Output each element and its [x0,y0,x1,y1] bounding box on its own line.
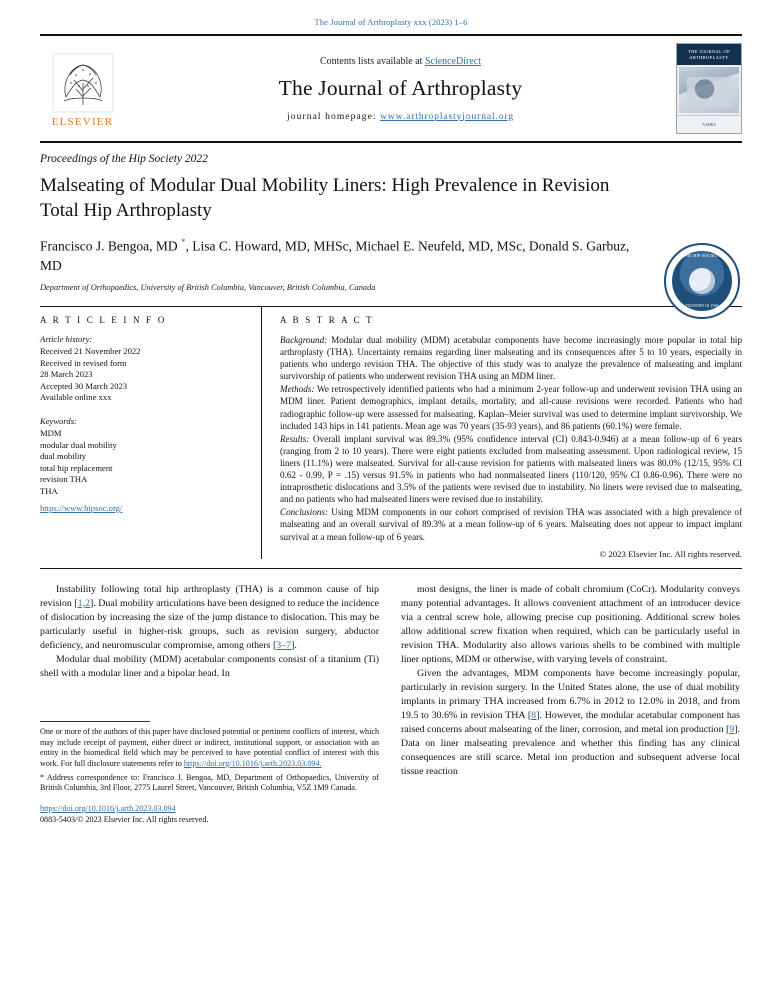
body-paragraph: Instability following total hip arthroplasty (THA) is a common cause of hip revision [1,2]. Dual mobility articulations have been designed to reduce the incidence of dislocation by increasing the size of the jump distance to dislocation. This may be particularly useful in higher-risk groups, such as revision surgery, abductor deficiency, and neuromuscular compromise, among others [3–7]. [40,583,379,651]
abstract-results-label: Results: [280,433,310,444]
keyword-5: THA [40,485,58,496]
article-history-label: Article history: [40,334,93,344]
article-history-0: Received 21 November 2022 [40,346,141,356]
keywords-label: Keywords: [40,415,77,426]
journal-homepage [287,112,514,122]
cover-title: THE JOURNAL OF ARTHROPLASTY [677,44,741,65]
disclosure-text: One or more of the authors of this paper have disclosed potential or pertinent conflicts of interest, which may include receipt of payment, either direct or indirect, institutional support, or association with an entity in the biomedical field which may be perceived to have potential conflict of interest with this work. For full disclosure statements refer to [40,727,379,769]
abstract-column [261,307,742,559]
info-abstract-block [40,307,742,569]
citation-link-2[interactable]: 3–7 [276,639,292,651]
article-doi-link[interactable]: https://doi.org/10.1016/j.arth.2023.03.094 [40,804,176,814]
abstract-conclusions-label: Conclusions: [280,507,328,518]
hip-society-top-text: THE HIP SOCIETY [683,253,721,258]
article-info-column [40,307,261,559]
abstract-heading: A B S T R A C T [280,315,374,325]
hip-society-bottom-text: FOUNDED IN 1968 [685,304,719,308]
journal-masthead [40,36,742,143]
article-history-4: Available online xxx [40,392,112,403]
abstract-results [280,433,742,506]
article-history-3: Accepted 30 March 2023 [40,380,128,391]
journal-title: The Journal of Arthroplasty [278,75,523,100]
issn-copyright: 0883-5403/© 2023 Elsevier Inc. All rights reserved. [40,814,209,824]
disclosure-doi-link[interactable]: https://doi.org/10.1016/j.arth.2023.03.094. [183,759,322,769]
author-list: Francisco J. Bengoa, MD *, Lisa C. Howard, MD, MHSc, Michael E. Neufeld, MD, MSc, Donald S. Garbuz, MD [40,237,630,274]
elsevier-wordmark: ELSEVIER [51,116,114,128]
citation-link-8[interactable]: 8 [531,710,537,722]
elsevier-tree-icon [52,53,114,113]
cover-footer: AAHKS [677,115,741,133]
corresponding-marker: * [180,237,186,248]
citation-link-9[interactable]: 9 [729,724,735,736]
abstract-methods-text: We retrospectively identified patients who had a minimum 2-year follow-up and underwent revision THA using an MDM liner. Patient demographics, implant details, mortality, and all-cause revisions were recorded. Patients who had radiographic follow-up were assessed for malseating. Kaplan–Meier survival was used to determine implant survivorship. We included 143 hips in 141 patients. Mean age was 70 years (35-93 years), and 86 patients (60.1%) were female. [280,384,742,431]
abstract-background-label: Background: [280,335,328,345]
copyright-line: © 2023 Elsevier Inc. All rights reserved. [599,548,742,559]
abstract-background [280,334,742,382]
contents-line [320,56,481,67]
footnote-rule [40,721,150,722]
body-paragraph: Given the advantages, MDM components have become increasingly popular, particularly in revision surgery. In the United States alone, the use of dual mobility implants in primary THA increased from 6.7% in 2012 to 12.0% in 2018, and from 19.5 to 30.6% in revision THA [8]. However, the modular acetabular component has raised concerns about malseating of the liner, corrosion, and metal ion production [9]. Data on liner malseating prevalence and whether this finding has any clinical consequences are still scarce. Metal ion production and subsequent adverse local tissue reaction [401,667,740,778]
abstract-methods-label: Methods: [280,384,315,395]
article-history-2: 28 March 2023 [40,369,93,380]
correspondence-note: * Address correspondence to: Francisco J. Bengoa, MD, Department of Orthopaedics, University of British Columbia, 3rd Floor, 2775 Laurel Street, Vancouver, British Columbia, V5Z 1M9 Canada. [40,772,379,793]
abstract-conclusions-text: Using MDM components in our cohort comprised of revision THA was associated with a high prevalence of malseating and an overall survival of 89.3% at a mean follow-up of 6 years. Malseating does not appear to impact implant survival at a mean follow-up of 6 years. [280,507,742,542]
elsevier-logo [40,36,125,141]
abstract-conclusions [280,506,742,542]
hip-society-emblem [672,251,732,311]
keyword-1: modular dual mobility [40,439,117,450]
body-paragraph: most designs, the liner is made of cobalt chromium (CoCr). Modularity conveys many potential advantages. It allows convenient attachment of an introducer device via a central screw hole, allowing precise cup positioning. Additional screw holes allow additional screw fixation when required, which can be particularly useful in revision THA. Modularity also allows various shells to be combined with multiple liner options, MDM or otherwise, with varying levels of constraint. [401,583,740,665]
journal-cover-thumbnail [676,43,742,134]
running-head: The Journal of Arthroplasty xxx (2023) 1–6 [314,17,468,27]
article-body [40,583,742,826]
footer-identifiers [40,804,379,826]
keyword-2: dual mobility [40,451,87,462]
sciencedirect-link[interactable]: ScienceDirect [424,55,482,67]
contents-prefix: Contents lists available at [319,55,425,67]
hip-society-logo-icon [664,243,740,319]
abstract-methods [280,383,742,431]
hip-society-figure [689,268,715,294]
keyword-3: total hip replacement [40,462,113,473]
footnotes [40,721,379,826]
keywords-block [40,416,245,498]
keyword-0: MDM [40,427,62,438]
masthead-center [125,36,676,141]
article-history-1: Received in revised form [40,357,127,368]
article-info-heading: A R T I C L E I N F O [40,315,167,325]
cover-image [679,67,739,113]
body-paragraph: Modular dual mobility (MDM) acetabular components consist of a titanium (Ti) shell with a modular liner and a bipolar head. In [40,653,379,679]
citation-link-1[interactable]: 1,2 [77,597,90,609]
abstract-background-text: Modular dual mobility (MDM) acetabular components have become increasingly more popular in total hip arthroplasty (THA). Uncertainty remains regarding liner malseating and its consequences after 5 to 10 years, especially in patients who undergo revision THA. The objective of this study was to analyze the prevalence of malseating and implant survivorship of patients who underwent revision THA using an MDM liner. [280,335,742,382]
body-column-left [40,583,379,826]
abstract-results-text: Overall implant survival was 89.3% (95% confidence interval (CI) 0.843-0.946) at a mean follow-up of 6 years (ranging from 2 to 10 years). There were eight patients excluded from malseating assessment. Upon radiological review, 15 liners (11.1%) were malseated. Survival for all-cause revision for patients with malseated liners was 80.0% (12/15, 95% CI 0.62 - 0.99, P = .15) versus 91.5% in patients who had nonmalseated liners (110/120, 95% CI 0.86-0.96). There were no intraprosthetic dislocations and 3.5% of the patients were revised due to instability. No liners were revised due to malseating, and no patients who had malseated liners were revised due to instability. [280,433,742,505]
homepage-link[interactable]: www.arthroplastyjournal.org [380,111,514,122]
page-title: Malseating of Modular Dual Mobility Liners: High Prevalence in Revision Total Hip Arthroplasty [40,175,610,221]
body-column-right [401,583,740,826]
keyword-4: revision THA [40,474,88,485]
affiliation: Department of Orthopaedics, University of British Columbia, Vancouver, British Columbia, Canada [40,283,376,292]
disclosure-note [40,727,379,770]
homepage-label: journal homepage: [287,111,381,122]
hip-society-link[interactable]: https://www.hipsoc.org/ [40,502,123,513]
proceedings-line: Proceedings of the Hip Society 2022 [40,153,208,165]
